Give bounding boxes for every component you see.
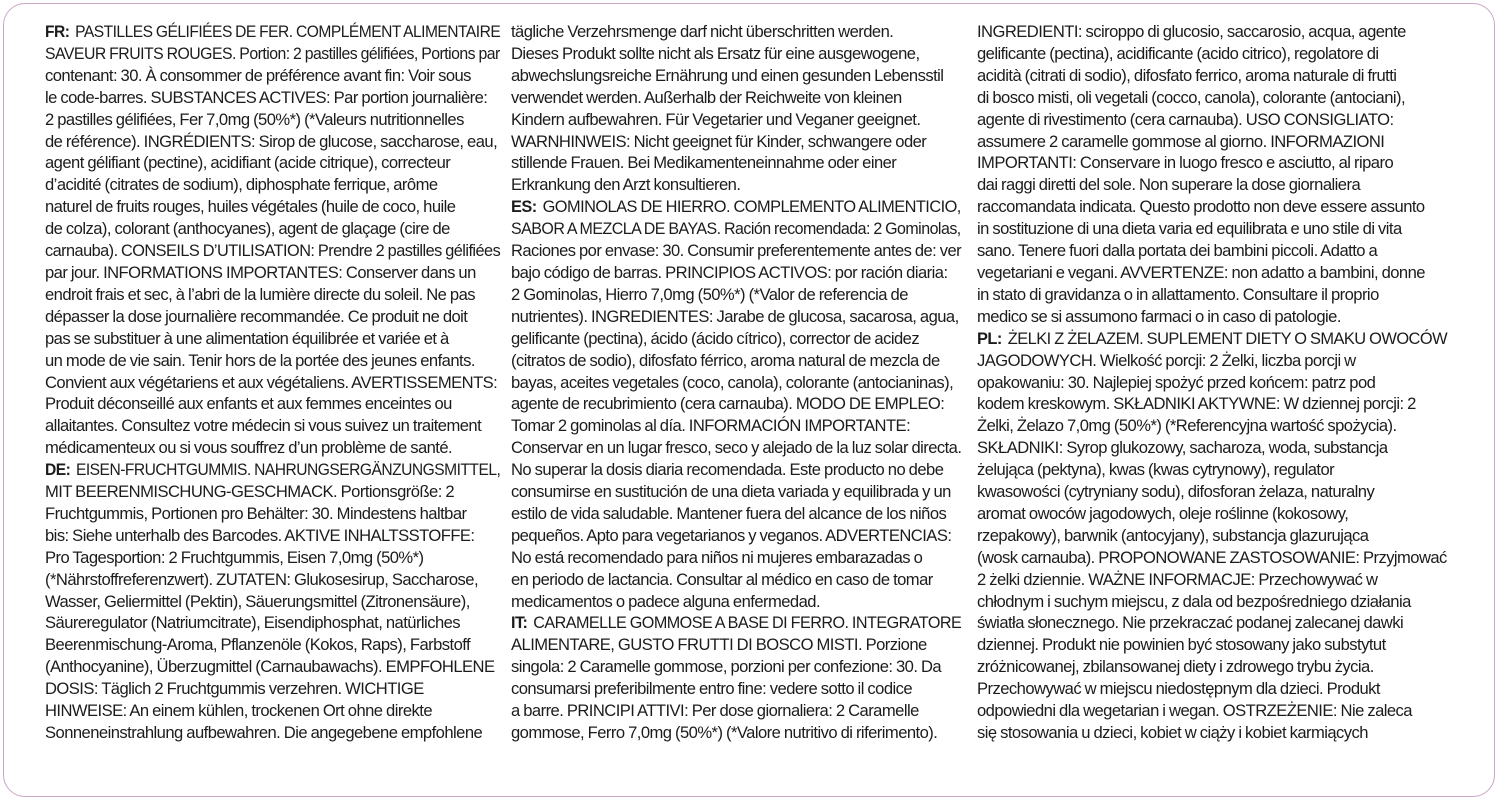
- text-line: [511, 503, 961, 525]
- line-text: agente di rivestimento (cera carnauba). USO CONSIGLIATO:: [977, 109, 1394, 129]
- text-line: [977, 218, 1447, 240]
- text-line: [977, 87, 1447, 109]
- line-text: Pro Tagesportion: 2 Fruchtgummis, Eisen 7,0mg (50%*): [45, 547, 424, 567]
- text-line: [511, 700, 961, 722]
- language-section-heading-line: [511, 196, 961, 218]
- text-line: [45, 722, 500, 744]
- line-text: d’acidité (citrates de sodium), diphosphate ferrique, arôme: [45, 175, 438, 195]
- text-line: [511, 547, 961, 569]
- text-line: [45, 152, 500, 174]
- line-text: dépasser la dose journalière recommandée. Ce produit ne doit: [45, 306, 468, 326]
- line-text: No superar la dosis diaria recomendada. Este producto no debe: [511, 460, 944, 480]
- line-text: bayas, aceites vegetales (coco, canola), colorante (antocianinas),: [511, 372, 954, 392]
- text-line: [511, 459, 961, 481]
- text-line: [45, 262, 500, 284]
- text-line: [511, 372, 961, 394]
- line-text: raccomandata indicata. Questo prodotto non deve essere assunto: [977, 197, 1425, 217]
- text-line: [511, 306, 961, 328]
- text-line: [45, 700, 500, 722]
- text-line: [977, 152, 1447, 174]
- language-section-heading-line: [45, 21, 501, 43]
- language-code: FR:: [45, 22, 70, 41]
- line-text: Raciones por envase: 30. Consumir preferentemente antes de: ver: [511, 241, 962, 261]
- text-line: [511, 393, 961, 415]
- line-text: JAGODOWYCH. Wielkość porcji: 2 Żelki, liczba porcji w: [977, 350, 1356, 370]
- line-text: 2 żelki dziennie. WAŻNE INFORMACJE: Przechowywać w: [977, 569, 1378, 589]
- line-text: Żelki, Żelazo 7,0mg (50%*) (*Referencyjna wartość spożycia).: [977, 416, 1397, 436]
- line-text: allaitantes. Consultez votre médecin si vous suivez un traitement: [45, 416, 482, 436]
- text-line: [977, 459, 1447, 481]
- line-text: chłodnym i suchym miejscu, z dala od bezpośredniego działania: [977, 591, 1411, 611]
- line-text: vegetariani e vegani. AVVERTENZE: non adatto a bambini, donne: [977, 262, 1425, 282]
- text-line: [45, 525, 500, 547]
- text-line: [977, 284, 1447, 306]
- line-text: IMPORTANTI: Conservare in luogo fresco e asciutto, al riparo: [977, 153, 1394, 173]
- line-text: MIT BEERENMISCHUNG-GESCHMACK. Portionsgröße: 2: [45, 482, 455, 502]
- language-section-heading-line: [45, 459, 501, 481]
- line-text: kodem kreskowym. SKŁADNIKI AKTYWNE: W dziennej porcji: 2: [977, 394, 1416, 414]
- text-line: [977, 240, 1447, 262]
- text-line: [45, 196, 500, 218]
- text-line: [45, 415, 500, 437]
- language-section-heading-line: [977, 328, 1448, 350]
- text-line: [977, 503, 1447, 525]
- text-line: [977, 481, 1447, 503]
- text-line: [45, 87, 500, 109]
- text-line: [45, 591, 500, 613]
- line-text: gelificante (pectina), ácido (ácido cítrico), corrector de acidez: [511, 328, 920, 348]
- text-line: [45, 481, 500, 503]
- text-line: [511, 65, 961, 87]
- text-line: [45, 109, 500, 131]
- text-line: [977, 43, 1447, 65]
- text-line: [45, 569, 500, 591]
- text-line: [45, 372, 500, 394]
- text-line: [511, 722, 961, 744]
- text-line: [511, 174, 961, 196]
- line-text: de colza), colorant (anthocyanes), agent de glaçage (cire de: [45, 219, 450, 239]
- text-line: [977, 196, 1447, 218]
- line-text: Beerenmischung-Aroma, Pflanzenöle (Kokos, Raps), Farbstoff: [45, 635, 471, 655]
- text-line: [45, 284, 500, 306]
- line-text: pas se substituer à une alimentation équilibrée et variée et à: [45, 328, 449, 348]
- line-text: consumirse en sustitución de una dieta variada y equilibrada y un: [511, 482, 951, 502]
- line-text: PASTILLES GÉLIFIÉES DE FER. COMPLÉMENT ALIMENTAIRE: [75, 22, 501, 41]
- line-text: médicamenteux ou si vous souffrez d’un problème de santé.: [45, 438, 453, 458]
- text-line: [511, 284, 961, 306]
- text-line: [977, 547, 1446, 569]
- line-text: aromat owoców jagodowych, oleje roślinne (kokosowy,: [977, 503, 1349, 523]
- line-text: światła słonecznego. Nie przekraczać podanej zalecanej dawki: [977, 613, 1404, 633]
- line-text: (*Nährstoffreferenzwert). ZUTATEN: Glukosesirup, Saccharose,: [45, 569, 479, 589]
- text-line: [977, 678, 1447, 700]
- text-line: [45, 678, 500, 700]
- line-text: kwasowości (cytryniany sodu), difosforan żelaza, naturalny: [977, 482, 1375, 502]
- line-text: consumarsi preferibilmente entro fine: vedere sotto il codice: [511, 679, 913, 699]
- text-line: [511, 481, 961, 503]
- text-line: [45, 328, 500, 350]
- text-line: [511, 109, 961, 131]
- text-line: [977, 525, 1447, 547]
- text-line: [511, 328, 961, 350]
- text-line: [511, 678, 961, 700]
- line-text: 2 Gominolas, Hierro 7,0mg (50%*) (*Valor de referencia de: [511, 284, 908, 304]
- line-text: singola: 2 Caramelle gommose, porzioni per confezione: 30. Da: [511, 657, 942, 677]
- language-code: DE:: [45, 460, 71, 480]
- line-text: medicamentos o padece alguna enfermedad.: [511, 591, 821, 611]
- line-text: de référence). INGRÉDIENTS: Sirop de glucose, saccharose, eau,: [45, 131, 498, 151]
- line-text: się stosowania u dzieci, kobiet w ciąży i kobiet karmiących: [977, 723, 1368, 742]
- text-line: [511, 262, 961, 284]
- line-text: pequeños. Apto para vegetarianos y veganos. ADVERTENCIAS:: [511, 525, 952, 545]
- label-column-1: [45, 21, 500, 744]
- line-text: Sonneneinstrahlung aufbewahren. Die angegebene empfohlene: [45, 723, 483, 742]
- line-text: (citratos de sodio), difosfato férrico, aroma natural de mezcla de: [511, 350, 940, 370]
- line-text: le code-barres. SUBSTANCES ACTIVES: Par portion journalière:: [45, 87, 488, 107]
- line-text: gelificante (pectina), acidificante (acido citrico), regolatore di: [977, 43, 1379, 63]
- text-line: [45, 350, 500, 372]
- line-text: endroit frais et sec, à l’abri de la lumière directe du soleil. Ne pas: [45, 284, 475, 304]
- line-text: par jour. INFORMATIONS IMPORTANTES: Conserver dans un: [45, 262, 476, 282]
- text-line: [977, 437, 1447, 459]
- text-line: [511, 634, 961, 656]
- line-text: en periodo de lactancia. Consultar al médico en caso de tomar: [511, 569, 933, 589]
- text-line: [977, 21, 1447, 43]
- text-line: [45, 634, 500, 656]
- line-text: SABOR A MEZCLA DE BAYAS. Ración recomendada: 2 Gominolas,: [511, 219, 961, 239]
- text-line: [977, 262, 1447, 284]
- line-text: Dieses Produkt sollte nicht als Ersatz für eine ausgewogene,: [511, 43, 920, 63]
- text-line: [45, 240, 501, 262]
- line-text: CARAMELLE GOMMOSE A BASE DI FERRO. INTEGRATORE: [533, 613, 962, 633]
- text-line: [977, 591, 1447, 613]
- line-text: zróżnicowanej, zbilansowanej diety i zdrowego trybu życia.: [977, 657, 1374, 677]
- line-text: a barre. PRINCIPI ATTIVI: Per dose giornaliera: 2 Caramelle: [511, 701, 919, 721]
- text-line: [45, 393, 500, 415]
- text-line: [977, 306, 1447, 328]
- line-text: un mode de vie sain. Tenir hors de la portée des jeunes enfants.: [45, 350, 475, 370]
- line-text: assumere 2 caramelle gommose al giorno. INFORMAZIONI: [977, 131, 1385, 151]
- line-text: gommose, Ferro 7,0mg (50%*) (*Valore nutritivo di riferimento).: [511, 723, 938, 742]
- line-text: sano. Tenere fuori dalla portata dei bambini piccoli. Adatto a: [977, 241, 1378, 261]
- line-text: No está recomendado para niños ni mujeres embarazadas o: [511, 547, 923, 567]
- text-line: [45, 437, 500, 459]
- text-line: [45, 612, 500, 634]
- line-text: Kindern aufbewahren. Für Vegetarier und Veganer geeignet.: [511, 109, 921, 129]
- text-line: [977, 415, 1447, 437]
- text-line: [977, 65, 1447, 87]
- text-line: [977, 569, 1447, 591]
- line-text: carnauba). CONSEILS D’UTILISATION: Prendre 2 pastilles gélifiées: [45, 241, 501, 261]
- line-text: ŻELKI Z ŻELAZEM. SUPLEMENT DIETY O SMAKU OWOCÓW: [1007, 328, 1448, 348]
- line-text: Wasser, Geliermittel (Pektin), Säuerungsmittel (Zitronensäure),: [45, 591, 470, 611]
- line-text: verwendet werden. Außerhalb der Reichweite von kleinen: [511, 87, 902, 107]
- line-text: acidità (citrati di sodio), difosfato ferrico, aroma naturale di frutti: [977, 65, 1397, 85]
- line-text: di bosco misti, oli vegetali (cocco, canola), colorante (antociani),: [977, 87, 1406, 107]
- text-line: [977, 372, 1447, 394]
- line-text: in sostituzione di una dieta varia ed equilibrata e uno stile di vita: [977, 219, 1402, 239]
- language-code: IT:: [511, 613, 528, 633]
- text-line: [45, 174, 500, 196]
- line-text: rzepakowy), barwnik (antocyjany), substancja glazurująca: [977, 525, 1369, 545]
- text-line: [45, 43, 500, 65]
- text-line: [977, 612, 1447, 634]
- text-line: [45, 218, 500, 240]
- text-line: [511, 240, 962, 262]
- line-text: estilo de vida saludable. Mantener fuera del alcance de los niños: [511, 503, 947, 523]
- line-text: ALIMENTARE, GUSTO FRUTTI DI BOSCO MISTI. Porzione: [511, 635, 927, 655]
- line-text: żelująca (pektyna), kwas (kwas cytrynowy), regulator: [977, 460, 1335, 480]
- text-line: [511, 131, 961, 153]
- line-text: Conservar en un lugar fresco, seco y alejado de la luz solar directa.: [511, 438, 962, 458]
- text-line: [511, 437, 960, 459]
- text-line: [511, 415, 961, 437]
- line-text: dziennej. Produkt nie powinien być stosowany jako substytut: [977, 635, 1386, 655]
- line-text: EISEN-FRUCHTGUMMIS. NAHRUNGSERGÄNZUNGSMITTEL,: [75, 460, 501, 480]
- text-line: [977, 350, 1447, 372]
- line-text: HINWEISE: An einem kühlen, trockenen Ort ohne direkte: [45, 701, 433, 721]
- line-text: odpowiedni dla wegetarian i wegan. OSTRZEŻENIE: Nie zaleca: [977, 701, 1412, 721]
- line-text: Produit déconseillé aux enfants et aux femmes enceintes ou: [45, 394, 452, 414]
- line-text: (Anthocyanine), Überzugmittel (Carnaubawachs). EMPFOHLENE: [45, 657, 495, 677]
- line-text: Convient aux végétariens et aux végétaliens. AVERTISSEMENTS:: [45, 372, 498, 392]
- line-text: contenant: 30. À consommer de préférence avant fin: Voir sous: [45, 65, 471, 85]
- line-text: Säureregulator (Natriumcitrate), Eisendiphosphat, natürliches: [45, 613, 461, 633]
- text-line: [511, 21, 961, 43]
- line-text: agente de recubrimiento (cera carnauba). MODO DE EMPLEO:: [511, 394, 945, 414]
- line-text: GOMINOLAS DE HIERRO. COMPLEMENTO ALIMENTICIO,: [542, 197, 961, 217]
- text-line: [511, 87, 961, 109]
- line-text: abwechslungsreiche Ernährung und einen gesunden Lebensstil: [511, 65, 944, 85]
- text-line: [977, 393, 1447, 415]
- language-section-heading-line: [511, 612, 962, 634]
- text-line: [977, 656, 1447, 678]
- line-text: (wosk carnauba). PROPONOWANE ZASTOSOWANIE: Przyjmować: [977, 547, 1447, 567]
- label-column-3: [977, 21, 1447, 744]
- text-line: [45, 131, 500, 153]
- line-text: Tomar 2 gominolas al día. INFORMACIÓN IMPORTANTE:: [511, 416, 911, 436]
- text-line: [511, 525, 961, 547]
- line-text: SAVEUR FRUITS ROUGES. Portion: 2 pastilles gélifiées, Portions par: [45, 43, 500, 63]
- text-line: [511, 569, 961, 591]
- line-text: medico se si assumono farmaci o in caso di patologie.: [977, 306, 1341, 326]
- line-text: Erkrankung den Arzt konsultieren.: [511, 175, 741, 195]
- text-line: [977, 131, 1447, 153]
- text-line: [45, 503, 500, 525]
- line-text: agent gélifiant (pectine), acidifiant (acide citrique), correcteur: [45, 153, 451, 173]
- line-text: opakowaniu: 30. Najlepiej spożyć przed końcem: patrz pod: [977, 372, 1376, 392]
- text-line: [511, 591, 961, 613]
- line-text: WARNHINWEIS: Nicht geeignet für Kinder, schwangere oder: [511, 131, 927, 151]
- line-text: bis: Siehe unterhalb des Barcodes. AKTIVE INHALTSSTOFFE:: [45, 525, 475, 545]
- text-line: [45, 547, 500, 569]
- line-text: Fruchtgummis, Portionen pro Behälter: 30. Mindestens haltbar: [45, 503, 467, 523]
- text-line: [511, 656, 961, 678]
- text-line: [45, 65, 500, 87]
- line-text: dai raggi diretti del sole. Non superare la dose giornaliera: [977, 175, 1361, 195]
- language-code: PL:: [977, 328, 1002, 348]
- line-text: Przechowywać w miejscu niedostępnym dla dzieci. Produkt: [977, 679, 1380, 699]
- label-column-2: [511, 21, 961, 744]
- text-line: [977, 722, 1447, 744]
- line-text: stillende Frauen. Bei Medikamenteneinnahme oder einer: [511, 153, 897, 173]
- text-line: [45, 306, 500, 328]
- line-text: in stato di gravidanza o in allattamento. Consultare il proprio: [977, 284, 1379, 304]
- text-line: [511, 218, 961, 240]
- line-text: bajo código de barras. PRINCIPIOS ACTIVOS: por ración diaria:: [511, 262, 948, 282]
- language-code: ES:: [511, 197, 537, 217]
- text-line: [977, 174, 1447, 196]
- line-text: DOSIS: Täglich 2 Fruchtgummis verzehren. WICHTIGE: [45, 679, 424, 699]
- text-line: [977, 634, 1447, 656]
- line-text: tägliche Verzehrsmenge darf nicht überschritten werden.: [511, 22, 894, 41]
- text-line: [511, 350, 961, 372]
- line-text: naturel de fruits rouges, huiles végétales (huile de coco, huile: [45, 197, 456, 217]
- line-text: nutrientes). INGREDIENTES: Jarabe de glucosa, sacarosa, agua,: [511, 306, 959, 326]
- line-text: INGREDIENTI: sciroppo di glucosio, saccarosio, acqua, agente: [977, 22, 1406, 41]
- text-line: [977, 700, 1447, 722]
- text-line: [511, 152, 961, 174]
- text-line: [511, 43, 961, 65]
- line-text: 2 pastilles gélifiées, Fer 7,0mg (50%*) (*Valeurs nutritionnelles: [45, 109, 464, 129]
- line-text: SKŁADNIKI: Syrop glukozowy, sacharoza, woda, substancja: [977, 438, 1388, 458]
- text-line: [45, 656, 500, 678]
- text-line: [977, 109, 1447, 131]
